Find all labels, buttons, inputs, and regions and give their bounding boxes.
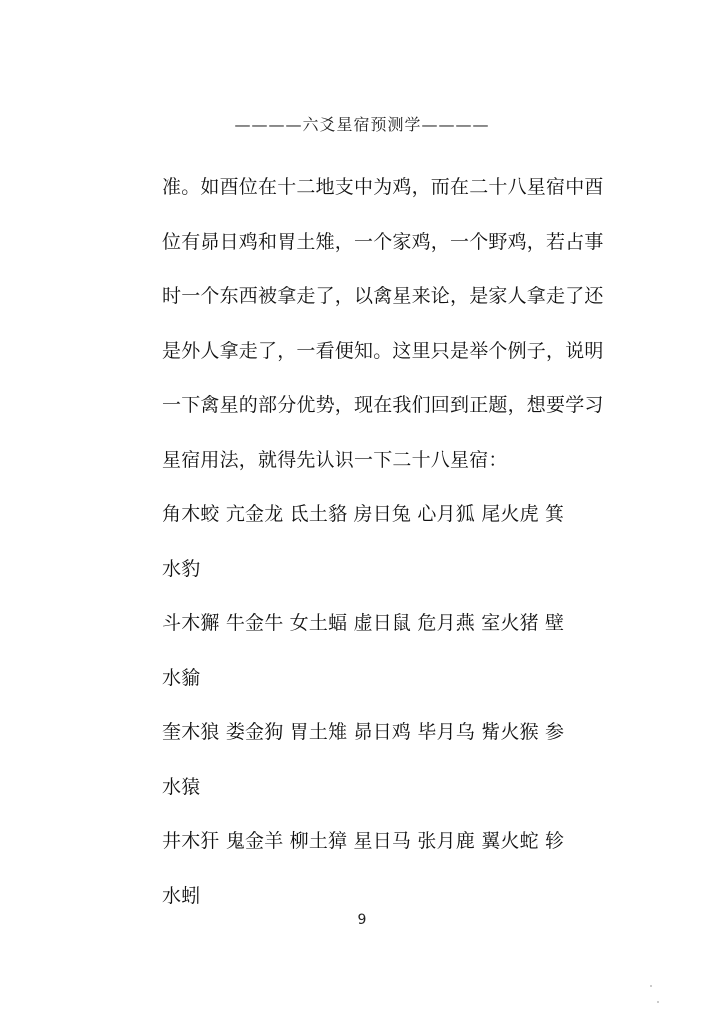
mansion-list-line: 水蚓 xyxy=(162,884,201,907)
body-text xyxy=(162,160,604,923)
text-line: 准。如酉位在十二地支中为鸡，而在二十八星宿中酉 xyxy=(162,176,604,198)
text-line: 时一个东西被拿走了，以禽星来论，是家人拿走了还 xyxy=(162,285,604,307)
text-line: 星宿用法，就得先认识一下二十八星宿： xyxy=(162,448,508,471)
text-line: 一下禽星的部分优势，现在我们回到正题，想要学习 xyxy=(162,394,604,416)
mansion-list-line: 水猿 xyxy=(162,775,201,798)
text-line: 是外人拿走了，一看便知。这里只是举个例子，说明 xyxy=(162,339,604,362)
mansion-list-line: 斗木獬 牛金牛 女土蝠 虚日鼠 危月燕 室火猪 壁 xyxy=(162,612,565,634)
mansion-list-line: 角木蛟 亢金龙 氐土貉 房日兔 心月狐 尾火虎 箕 xyxy=(162,503,565,525)
scan-speck xyxy=(657,1001,659,1003)
mansion-list-line: 井木犴 鬼金羊 柳土獐 星日马 张月鹿 翼火蛇 轸 xyxy=(162,830,565,852)
running-header: ————六爻星宿预测学———— xyxy=(234,115,490,134)
mansion-list-line: 水豹 xyxy=(162,557,201,580)
mansion-list-line: 奎木狼 娄金狗 胃土雉 昴日鸡 毕月乌 觜火猴 参 xyxy=(162,721,565,743)
page-number: 9 xyxy=(357,912,367,928)
scan-speck xyxy=(650,985,652,987)
text-line: 位有昴日鸡和胃土雉，一个家鸡，一个野鸡，若占事 xyxy=(162,230,604,253)
mansion-list-line: 水貐 xyxy=(162,666,201,689)
